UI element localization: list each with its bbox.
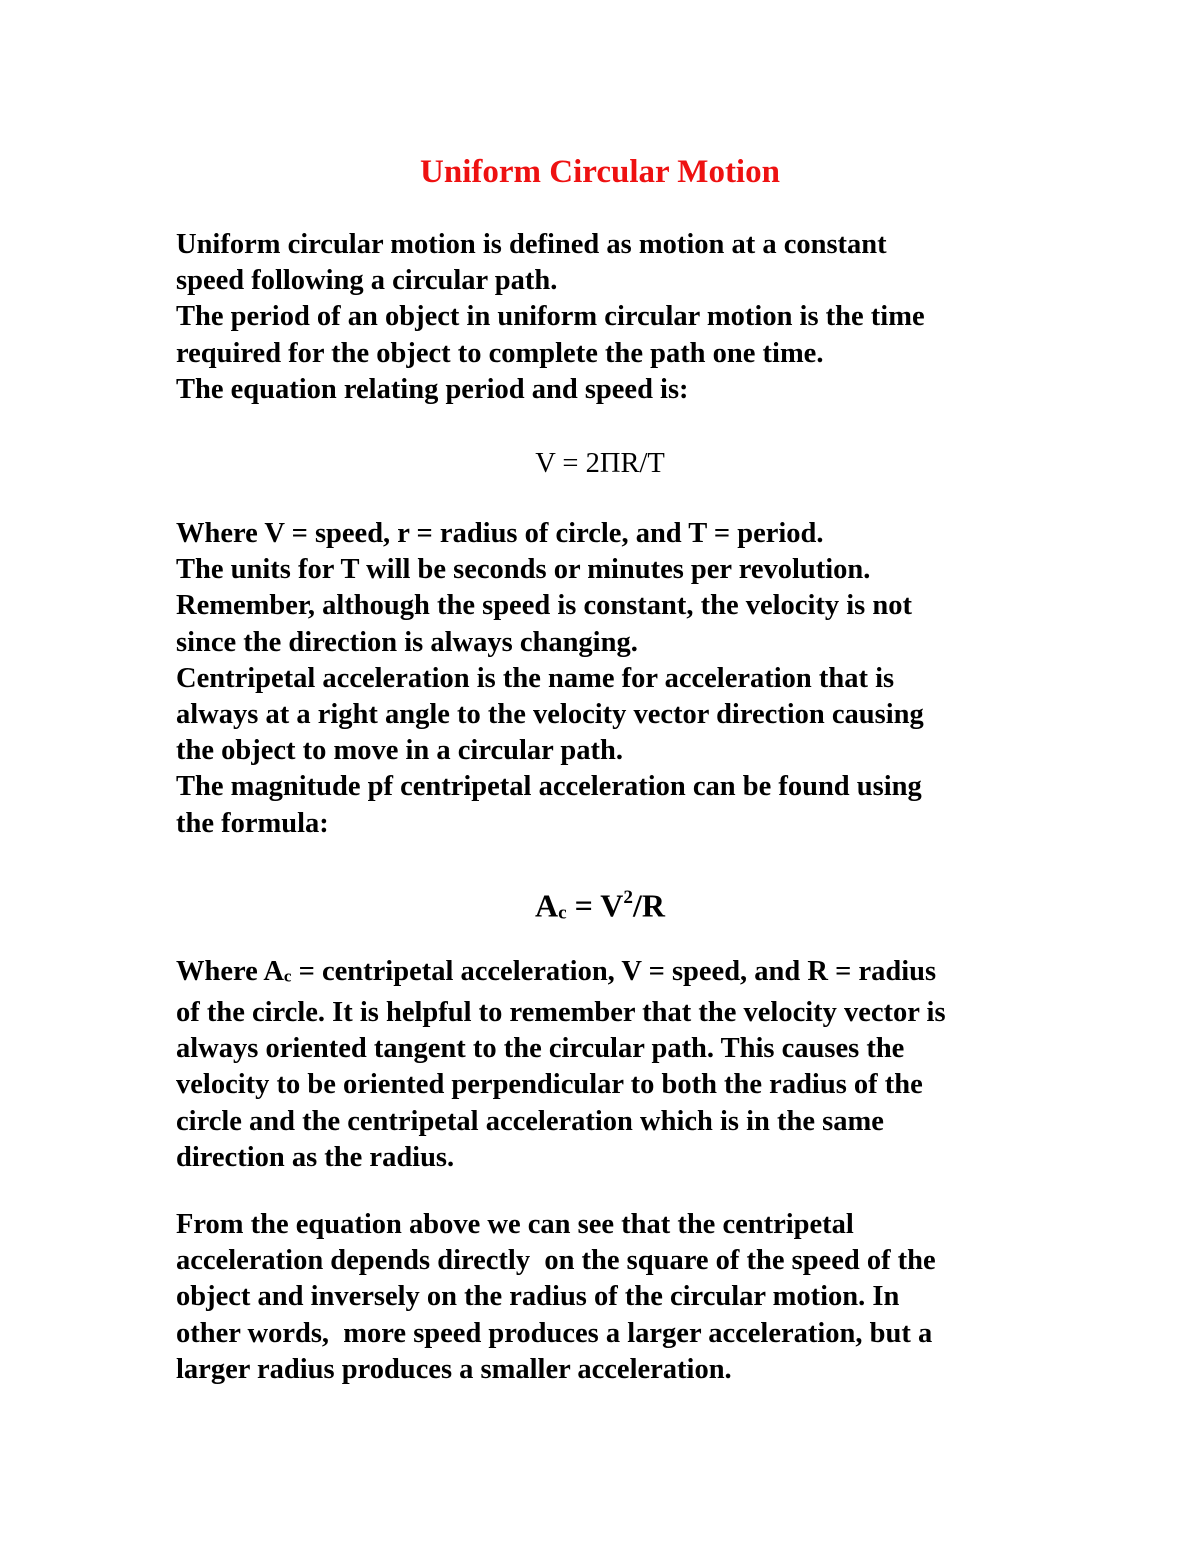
text-line: The period of an object in uniform circular motion is the time [176, 301, 925, 333]
equation-lhs: A [535, 887, 559, 924]
text-line: The magnitude pf centripetal acceleration can be found using [176, 771, 922, 803]
text-line: Where V = speed, r = radius of circle, and T = period. [176, 518, 824, 549]
explanation-paragraph [176, 954, 1046, 1176]
text-line: The units for T will be seconds or minutes per revolution. [176, 554, 871, 586]
text-line: direction as the radius. [176, 1141, 455, 1173]
text-line: Remember, although the speed is constant, the velocity is not [176, 590, 912, 622]
period-speed-equation: V = 2ΠR/T [535, 448, 665, 479]
text-line: object and inversely on the radius of the circular motion. In [176, 1281, 900, 1313]
text-line: Uniform circular motion is defined as motion at a constant [176, 229, 887, 260]
page-title: Uniform Circular Motion [420, 154, 780, 190]
equation-rhs-superscript: 2 [623, 887, 633, 908]
text-line: circle and the centripetal acceleration which is in the same [176, 1105, 884, 1137]
text-line: since the direction is always changing. [176, 626, 638, 658]
where-line-subscript: c [283, 966, 292, 986]
text-line: the object to move in a circular path. [176, 735, 623, 767]
text-line: always at a right angle to the velocity vector direction causing [176, 699, 924, 731]
text-line: required for the object to complete the path one time. [176, 337, 824, 369]
text-line: the formula: [176, 807, 329, 839]
text-line: Centripetal acceleration is the name for acceleration that is [176, 662, 895, 694]
equation-rhs-base: V [600, 887, 624, 924]
text-line: speed following a circular path. [176, 265, 558, 297]
equation-lhs-subscript: c [558, 902, 567, 924]
text-line [176, 954, 1046, 995]
where-line-end: = centripetal acceleration, V = speed, and R = radius [291, 956, 937, 987]
text-line: From the equation above we can see that the centripetal [176, 1209, 854, 1240]
text-line: always oriented tangent to the circular path. This causes the [176, 1033, 905, 1065]
text-line: velocity to be oriented perpendicular to both the radius of the [176, 1069, 923, 1101]
equation-rhs-tail: /R [633, 887, 665, 924]
conclusion-paragraph [176, 1207, 1046, 1388]
text-line: larger radius produces a smaller acceleration. [176, 1353, 732, 1385]
text-line: acceleration depends directly on the square of the speed of the [176, 1245, 936, 1277]
text-line: The equation relating period and speed is: [176, 373, 689, 405]
intro-paragraph [176, 227, 1046, 408]
definitions-paragraph [176, 516, 1046, 842]
where-line-start: Where A [176, 956, 284, 987]
equation-equals: = [566, 887, 601, 924]
text-line: other words, more speed produces a larger acceleration, but a [176, 1317, 933, 1349]
centripetal-acceleration-equation [0, 876, 1200, 935]
text-line: of the circle. It is helpful to remember that the velocity vector is [176, 996, 946, 1028]
